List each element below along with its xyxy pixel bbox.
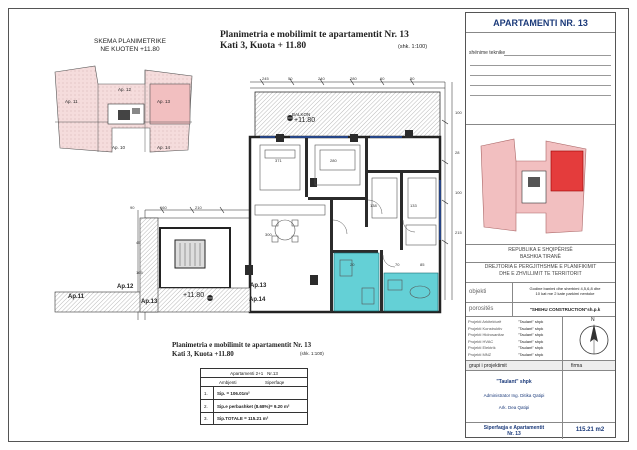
- dim-6: 50: [410, 76, 415, 81]
- dim-1: 245: [262, 76, 269, 81]
- dim-15: 300: [265, 232, 272, 237]
- project-label: Projekti MNZ: [468, 351, 492, 357]
- dim-17: 210: [195, 205, 202, 210]
- dim-14: 133: [410, 203, 417, 208]
- title-block: [465, 12, 616, 438]
- dim-4: 280: [350, 76, 357, 81]
- tag-ap12: Ap.12: [117, 284, 134, 290]
- schema-label-ap11: Ap. 11: [65, 99, 78, 104]
- bathroom-1: [334, 253, 379, 311]
- area-footer-label-line2: Nr. 13: [507, 431, 521, 437]
- table-row: [201, 400, 307, 413]
- technical-notes: [466, 33, 615, 125]
- balcony-level: +11.80: [294, 117, 316, 124]
- row-number: 2.: [204, 404, 208, 409]
- project-value: "Taulant" shpk: [518, 332, 544, 337]
- tag-ap11: Ap.11: [68, 294, 85, 300]
- dim-13: 138: [370, 203, 377, 208]
- dim-11: 100: [455, 190, 462, 195]
- dim-18: 90: [130, 205, 135, 210]
- tag-ap13-lower: Ap.13: [141, 299, 158, 305]
- tag-ap13: Ap.13: [250, 283, 267, 289]
- notes-label: shënime teknike: [469, 50, 506, 56]
- row-text: Sip.TOTALE = 115.21 m²: [217, 416, 269, 421]
- project-value: "Taulant" shpk: [518, 319, 544, 324]
- municipality: BASHKIA TIRANË: [519, 253, 562, 260]
- project-value: "Taulant" shpk: [518, 325, 544, 331]
- schema-label-ap14: Ap. 14: [157, 145, 171, 150]
- dim-3: 240: [318, 76, 325, 81]
- authority-block: [466, 245, 615, 283]
- company-name: "Taulant" shpk: [496, 379, 532, 385]
- area-footer-label-line1: Siperfaqja e Apartamentit: [483, 425, 545, 431]
- drawing-title-line2: Kati 3, Kuota + 11.80: [220, 41, 307, 51]
- dim-21: 20: [350, 262, 355, 267]
- group-label: grupi i projektimit: [469, 363, 507, 369]
- porositesi-label: porositës: [469, 306, 494, 312]
- dim-19: 45: [136, 240, 141, 245]
- project-value: "Taulant" shpk: [518, 345, 544, 350]
- project-label: Projekti HVAC: [468, 338, 494, 344]
- summary-title: [172, 341, 311, 358]
- project-value: "Taulant" shpk: [518, 351, 544, 357]
- table-row: [201, 413, 307, 425]
- project-label: Projekti Konstruktiv: [468, 325, 503, 331]
- title-block-heading: APARTAMENTI NR. 13: [466, 13, 615, 33]
- objekti-value-line2: 10 kat me 2 kate parkimi nentoke: [535, 291, 595, 296]
- area-table-header: [201, 369, 307, 378]
- project-label: Projekti Elektrik: [468, 345, 496, 350]
- area-footer-label: [466, 425, 562, 437]
- tag-ap14: Ap.14: [249, 297, 266, 303]
- schema-title-line1: SKEMA PLANIMETRIKE: [94, 38, 166, 45]
- signature-label: firma: [571, 363, 583, 369]
- row-text: Sip.e perbashket (8.68%)= 9.20 m²: [217, 404, 290, 409]
- dim-12: 215: [455, 230, 462, 235]
- area-table: [200, 368, 308, 425]
- schema-title-line2: NE KUOTEN +11.80: [100, 46, 160, 53]
- project-value: "Taulant" shpk: [518, 338, 544, 344]
- summary-title-line2: Kati 3, Kuota +11.80: [172, 349, 234, 358]
- directorate-line1: DREJTORIA E PERGJITHSHME E PLANIFIKIMIT: [466, 262, 615, 271]
- dim-9: 280: [330, 158, 337, 163]
- area-table-header-left: Apartamenti 2+1: [230, 371, 264, 376]
- design-team: [466, 371, 615, 423]
- dim-2: 50: [288, 76, 293, 81]
- schema-label-ap13: Ap. 13: [157, 99, 171, 104]
- drawing-title-line1: Planimetria e mobilimit te apartamentit Nr. 13: [220, 30, 409, 40]
- objekti-value-line1: Godine banimi dhe sherbimi 4,5,6,8 dhe: [529, 286, 601, 291]
- projects-block: [466, 317, 615, 361]
- drawing-scale: (shk. 1:100): [398, 44, 428, 50]
- area-footer-value: 115.21 m2: [575, 427, 605, 433]
- dim-7: 100: [455, 110, 462, 115]
- area-table-columns: [201, 378, 307, 387]
- dim-16: 160: [160, 205, 167, 210]
- dim-22: 70: [395, 262, 400, 267]
- porositesi-row: [466, 303, 615, 317]
- dim-8: 371: [275, 158, 282, 163]
- architect: Ark. Dea Qatipi: [498, 405, 530, 410]
- project-label: Projekti Hidrosanitar: [468, 332, 505, 337]
- north-arrow-icon: [576, 320, 612, 358]
- objekti-value: [516, 286, 614, 296]
- project-label: Projekti Arkitekturë: [468, 319, 502, 324]
- schema-label-ap12: Ap. 12: [118, 87, 132, 92]
- key-plan: [466, 125, 615, 245]
- project-labels: [468, 319, 504, 358]
- center-level: +11.80: [183, 292, 205, 299]
- administrator: Administrator Ing. Ditika Qatipi: [483, 393, 545, 398]
- area-table-col-left: Ambjenti: [219, 380, 237, 385]
- area-table-col-right: Siperfaqe: [265, 380, 285, 385]
- summary-title-line1: Planimetria e mobilimit te apartamentit Nr. 13: [172, 341, 312, 349]
- directorate-line2: DHE E ZHVILLIMIT TE TERRITORIT: [499, 270, 582, 277]
- key-plan-ap13: [551, 151, 583, 191]
- dim-5: 60: [380, 76, 385, 81]
- north-label: N: [591, 317, 595, 323]
- objekti-label: objekti: [469, 289, 487, 295]
- table-row: [201, 387, 307, 400]
- republic: REPUBLIKA E SHQIPËRISË: [508, 247, 573, 253]
- dim-23: 85: [420, 262, 425, 267]
- area-table-header-right: Nr.13: [267, 371, 278, 376]
- project-values: [518, 319, 543, 358]
- balcony-label: BALKON: [292, 112, 311, 117]
- area-footer: [466, 423, 615, 439]
- dim-20: 165: [136, 270, 143, 275]
- summary-scale: (shk. 1:100): [300, 351, 324, 356]
- key-plan-drawing: [476, 131, 606, 239]
- porositesi-value: "SHEHU CONSTRUCTION"sh.p.k: [529, 307, 601, 312]
- row-text: Sip. = 106.01m²: [217, 391, 250, 396]
- floor-plan: [50, 60, 460, 330]
- dim-10: 28: [455, 150, 460, 155]
- objekti-row: [466, 283, 615, 303]
- schema-title: [70, 38, 190, 54]
- group-header: [466, 361, 615, 371]
- drawing-title: [220, 30, 409, 52]
- row-number: 3.: [204, 416, 208, 421]
- schema-label-ap10: Ap. 10: [112, 145, 126, 150]
- row-number: 1.: [204, 391, 208, 396]
